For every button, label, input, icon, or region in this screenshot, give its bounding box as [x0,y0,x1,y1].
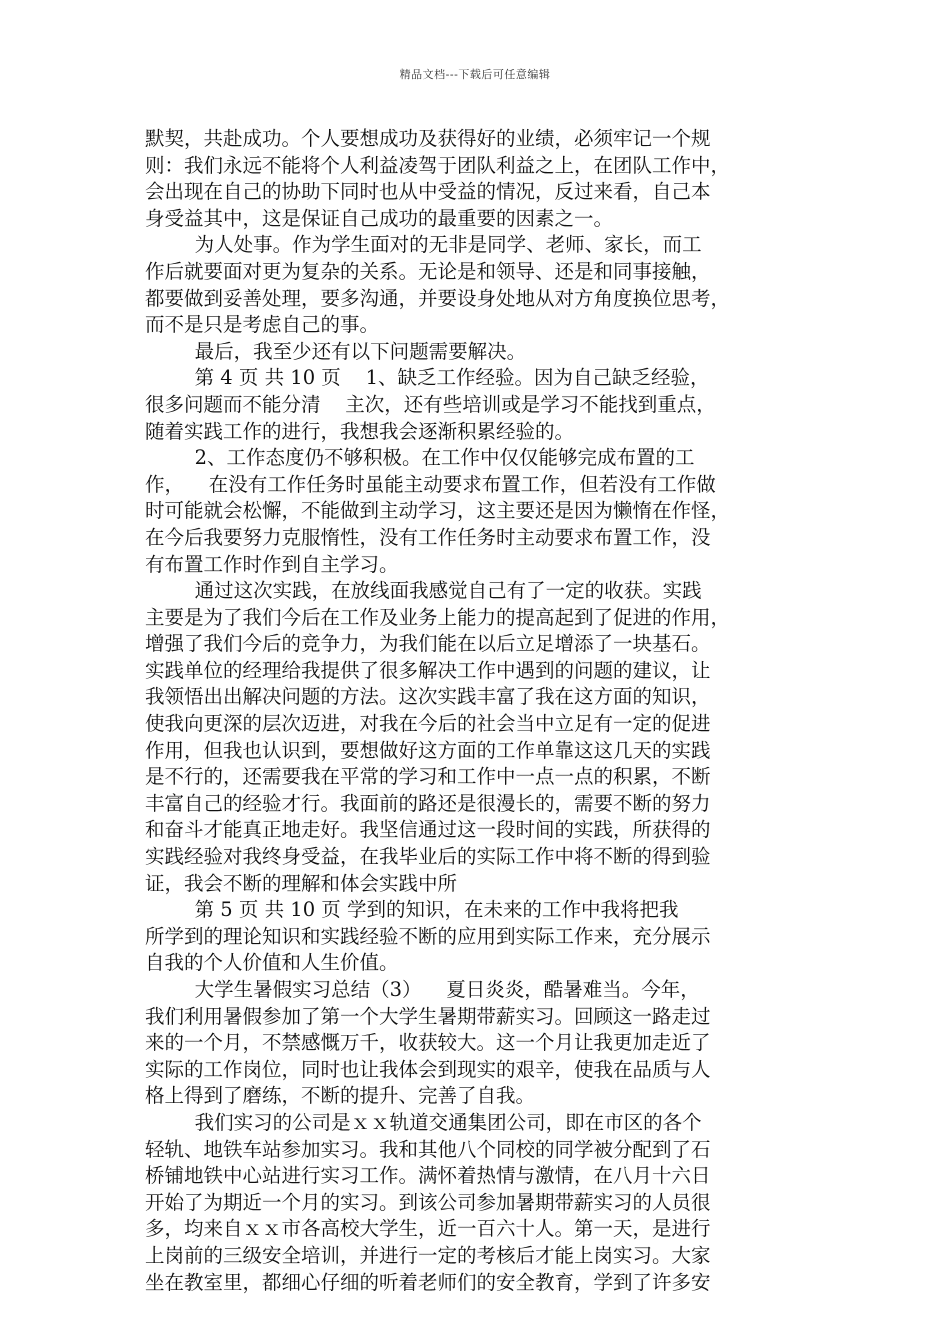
text-line: 作， 在没有工作任务时虽能主动要求布置工作，但若没有工作做 [145,472,716,496]
text-line: 身受益其中，这是保证自己成功的最重要的因素之一。 [145,206,614,230]
text-line: 作用，但我也认识到，要想做好这方面的工作单靠这这几天的实践 [145,738,711,762]
text-line: 主要是为了我们今后在工作及业务上能力的提高起到了促进的作用， [145,605,731,629]
text-line: 在今后我要努力克服惰性，没有工作任务时主动要求布置工作，没 [145,525,711,549]
text-line: 实践经验对我终身受益，在我毕业后的实际工作中将不断的得到验 [145,845,711,869]
text-line: 最后，我至少还有以下问题需要解决。 [145,339,527,363]
text-line: 格上得到了磨练，不断的提升、完善了自我。 [145,1084,536,1108]
text-line: 开始了为期近一个月的实习。到该公司参加暑期带薪实习的人员很 [145,1190,711,1214]
text-line: 我领悟出出解决问题的方法。这次实践丰富了我在这方面的知识， [145,685,711,709]
text-line: 桥铺地铁中心站进行实习工作。满怀着热情与激情，在八月十六日 [145,1164,711,1188]
text-line: 时可能就会松懈，不能做到主动学习，这主要还是因为懒惰在作怪， [145,499,731,523]
text-line: 使我向更深的层次迈进，对我在今后的社会当中立足有一定的促进 [145,712,711,736]
text-line: 第 5 页 共 10 页 学到的知识，在未来的工作中我将把我 [145,898,679,922]
text-line: 和奋斗才能真正地走好。我坚信通过这一段时间的实践，所获得的 [145,818,711,842]
text-line: 有布置工作时作到自主学习。 [145,552,399,576]
text-line: 2、工作态度仍不够积极。在工作中仅仅能够完成布置的工 [145,446,695,470]
text-line: 大学生暑假实习总结（3） 夏日炎炎，酷暑难当。今年， [145,978,700,1001]
text-line: 实际的工作岗位，同时也让我体会到现实的艰辛，使我在品质与人 [145,1057,711,1081]
text-line: 默契，共赴成功。个人要想成功及获得好的业绩，必须牢记一个规 [145,127,711,150]
text-line: 实践单位的经理给我提供了很多解决工作中遇到的问题的建议，让 [145,658,711,682]
text-line: 增强了我们今后的竞争力，为我们能在以后立足增添了一块基石。 [145,632,711,656]
page-header: 精品文档---下载后可任意编辑 [399,68,551,81]
text-line: 则：我们永远不能将个人利益凌驾于团队利益之上，在团队工作中， [145,153,731,177]
text-line: 轻轨、地铁车站参加实习。我和其他八个同校的同学被分配到了石 [145,1137,711,1161]
text-line: 坐在教室里，都细心仔细的听着老师们的安全教育，学到了许多安 [145,1270,711,1294]
text-line: 我们实习的公司是ｘｘ轨道交通集团公司，即在市区的各个 [145,1110,702,1134]
document-body [145,126,815,1296]
text-line: 自我的个人价值和人生价值。 [145,951,399,975]
text-line: 多，均来自ｘｘ市各高校大学生，近一百六十人。第一天，是进行 [145,1217,711,1241]
text-line: 随着实践工作的进行，我想我会逐渐积累经验的。 [145,419,575,443]
text-line: 来的一个月，不禁感慨万千，收获较大。这一个月让我更加走近了 [145,1031,711,1055]
text-line: 第 4 页 共 10 页 1、缺乏工作经验。因为自己缺乏经验， [145,366,710,390]
text-line: 是不行的，还需要我在平常的学习和工作中一点一点的积累，不断 [145,765,711,789]
text-line: 所学到的理论知识和实践经验不断的应用到实际工作来，充分展示 [145,924,711,948]
text-line: 上岗前的三级安全培训，并进行一定的考核后才能上岗实习。大家 [145,1243,711,1267]
text-line: 作后就要面对更为复杂的关系。无论是和领导、还是和同事接触， [145,259,711,283]
text-line: 我们利用暑假参加了第一个大学生暑期带薪实习。回顾这一路走过 [145,1004,711,1028]
text-line: 很多问题而不能分清 主次，还有些培训或是学习不能找到重点， [145,392,716,416]
text-line: 而不是只是考虑自己的事。 [145,313,380,337]
text-line: 会出现在自己的协助下同时也从中受益的情况，反过来看，自己本 [145,180,711,204]
text-line: 证，我会不断的理解和体会实践中所 [145,871,458,895]
text-line: 丰富自己的经验才行。我面前的路还是很漫长的，需要不断的努力 [145,791,711,815]
text-line: 都要做到妥善处理，要多沟通，并要设身处地从对方角度换位思考， [145,286,731,310]
text-line: 为人处事。作为学生面对的无非是同学、老师、家长，而工 [145,233,702,257]
text-line: 通过这次实践，在放线面我感觉自己有了一定的收获。实践 [145,579,702,603]
